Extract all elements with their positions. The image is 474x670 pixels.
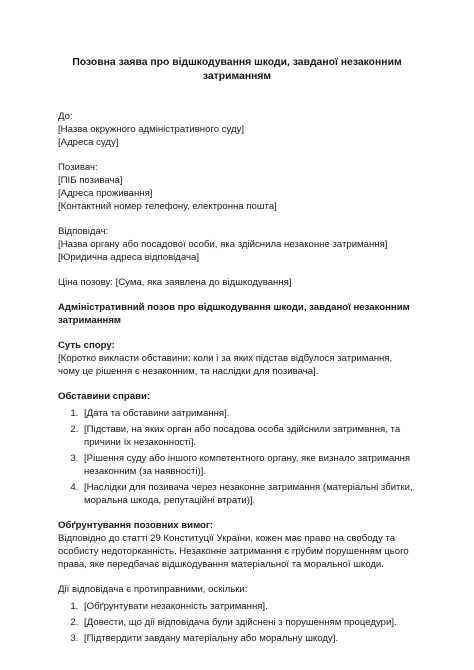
defendant-address: [Юридична адреса відповідача] (58, 252, 200, 263)
defendant-name: [Назва органу або посадової особи, яка здійснила незаконне затримання] (58, 239, 388, 250)
grounds-text: Відповідно до статті 29 Конституції України, кожен має право на свободу та особисту недоторканність. Незаконне затримання є грубим порушенням цього права, яке передбачає відшкодування матеріальної та моральної шкоди. (58, 533, 409, 570)
list-item: 2. [Довести, що дії відповідача були здійснені з порушенням процедури]. (81, 616, 416, 629)
court-name: [Назва окружного адміністративного суду] (58, 124, 245, 135)
list-item: 3. [Рішення суду або іншого компетентного органу, яке визнало затримання незаконним (за наявності)]. (81, 452, 416, 478)
list-item: 1. [Дата та обставини затримання]. (81, 407, 416, 420)
plaintiff-address: [Адреса проживання] (58, 188, 153, 199)
list-item: 4. [Наслідки для позивача через незаконне затримання (матеріальні збитки, моральна шкода, репутаційні втрати)]. (81, 481, 416, 507)
grounds-intro: Дії відповідача є протиправними, оскільки: (58, 584, 248, 595)
court-block (58, 110, 416, 149)
list-item: 3. [Підтвердити завдану матеріальну або моральну шкоду]. (81, 632, 416, 645)
court-label: До: (58, 111, 73, 122)
plaintiff-label: Позивач: (58, 162, 98, 173)
plaintiff-block (58, 161, 416, 213)
essence-heading: Суть спору: (58, 340, 115, 351)
circumstances-section (58, 390, 416, 507)
list-item: 2. [Підстави, на яких орган або посадова особа здійснили затримання, та причини їх незаконності]. (81, 423, 416, 449)
defendant-block (58, 225, 416, 264)
list-item: 1. [Обґрунтувати незаконність затримання]. (81, 600, 416, 613)
document-title: Позовна заява про відшкодування шкоди, завданої незаконним затриманням (72, 57, 402, 82)
court-address: [Адреса суду] (58, 137, 119, 148)
plaintiff-name: [ПІБ позивача] (58, 175, 123, 186)
grounds-section (58, 519, 416, 645)
essence-section (58, 339, 416, 378)
plaintiff-contacts: [Контактний номер телефону, електронна пошта] (58, 201, 277, 212)
claim-heading: Адміністративний позов про відшкодування шкоди, завданої незаконним затриманням (58, 302, 410, 326)
circumstances-list (58, 407, 416, 507)
circumstances-heading: Обставини справи: (58, 391, 151, 402)
grounds-heading: Обґрунтування позовних вимог: (58, 520, 214, 531)
grounds-list (58, 600, 416, 645)
essence-text: [Коротко викласти обставини: коли і за яких підстав відбулося затримання, чому це рішення є незаконним, та наслідки для позивача]. (58, 353, 393, 377)
defendant-label: Відповідач: (58, 226, 109, 237)
claim-price: Ціна позову: [Сума, яка заявлена до відшкодування] (58, 277, 292, 288)
